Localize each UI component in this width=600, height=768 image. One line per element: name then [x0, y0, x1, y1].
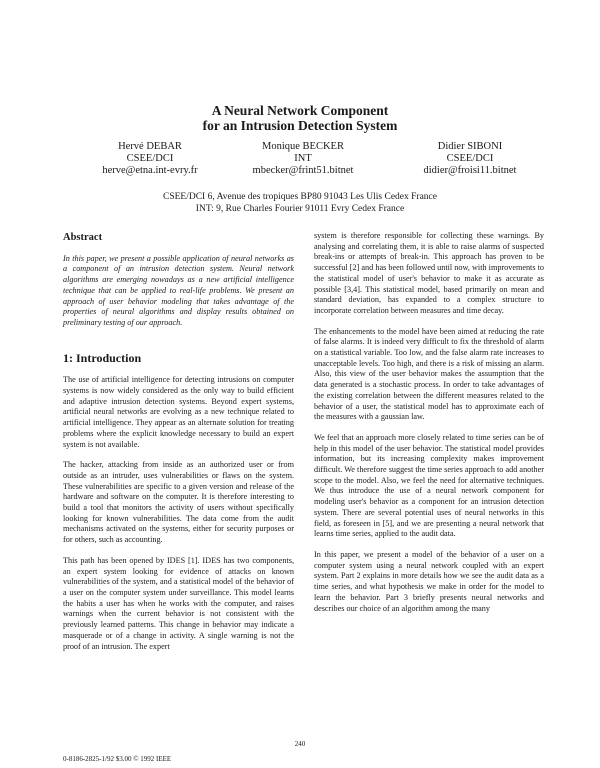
title-line-1: A Neural Network Component [211, 103, 389, 118]
author-name: Hervé DEBAR [118, 141, 182, 152]
author-affiliation: CSEE/DCI [446, 153, 494, 164]
section-heading-introduction: 1: Introduction [63, 350, 142, 365]
author-1 [75, 141, 225, 177]
abstract-heading: Abstract [63, 232, 103, 243]
author-name: Didier SIBONI [437, 141, 503, 152]
author-affiliation: INT [294, 153, 312, 164]
paragraph: This path has been opened by IDES [1]. IDES has two components, an expert system looking for evidence of attacks on known vulnerabilities of the system, and a statistical model of the behavior of a user on the computer system under surveillance. This model learns the habits a user has when he works with the computer, and raises warnings when the current behavior is not consistent with the previously learned patterns. This change in behavior may indicate a masquerade or of a change in activity. A single warning is not the proof of an intrusion. The expert [63, 555, 294, 651]
author-email: didier@froisi11.bitnet [423, 165, 517, 176]
paper-title [0, 103, 600, 133]
paragraph: The enhancements to the model have been aimed at reducing the rate of false alarms. It is indeed very difficult to fix the threshold of alarm on a statistical variable. Too low, and the false alarm rate increases to unacceptable levels. Too high, and there is a risk of missing an alarm. Also, this view of the user behavior makes the assumption that the data generated is a stochastic process. In order to take advantages of the existing correlation between the different measures related to the behavior of a user, the statistical model has to approximate each of the measures with a gaussian law. [314, 326, 544, 422]
author-2 [218, 141, 388, 177]
left-column [63, 231, 294, 662]
address-int: INT: 9, Rue Charles Fourier 91011 Evry Cedex France [195, 204, 405, 214]
author-email: herve@etna.int-evry.fr [102, 165, 198, 176]
paragraph: system is therefore responsible for collecting these warnings. By analysing and correlating them, it is able to raise alarms of suspected break-ins or attempts of break-in. This approach has proven to be successful [2] and has been followed until now, with improvements to the statistical model of user's behavior to make it as accurate as possible [3,4]. This statistical model, based primarily on mean and standard deviation, has expanded to a complex structure to incorporate correlation between measures and time decay. [314, 231, 544, 315]
title-line-2: for an Intrusion Detection System [202, 118, 398, 133]
paragraph: In this paper, we present a model of the behavior of a user on a computer system using a neural network coupled with an expert system. Part 2 explains in more details how we see the audit data as a time series, and what hypothesis we make in order for the model to learn the behavior. Part 3 briefly presents neural networks and describes our choice of an algorithm among the many [314, 549, 544, 613]
author-affiliation: CSEE/DCI [126, 153, 174, 164]
copyright-line: 0-8186-2825-1/92 $3.00 © 1992 IEEE [63, 755, 172, 763]
author-3 [395, 141, 545, 177]
paragraph: The hacker, attacking from inside as an authorized user or from outside as an intruder, uses vulnerabilities or flaws on the system. These vulnerabilities are specific to a given version and release of the hardware and software on the computer. It is therefore interesting to build a tool that monitors the activity of users without specifically looking for known vulnerabilities. The data come from the audit mechanisms activated on the systems, either for security purposes or for others, such as accounting. [63, 460, 294, 545]
abstract-text: In this paper, we present a possible application of neural networks as a component of an intrusion detection system. Neural network algorithms are emerging nowadays as a new artificial intelligence technique that can be applied to real-life problems. We present an approach of user behavior modeling that takes advantage of the properties of neural algorithms and display results obtained on preliminary testing of our approach. [63, 253, 294, 327]
right-column [314, 231, 544, 624]
address-csee: CSEE/DCI 6, Avenue des tropiques BP80 91043 Les Ulis Cedex France [163, 192, 437, 202]
author-email: mbecker@frint51.bitnet [252, 165, 354, 176]
paragraph: The use of artificial intelligence for detecting intrusions on computer systems is now widely considered as the only way to build efficient and adaptive intrusion detection systems. Beyond expert systems, artificial neural networks are evolving as a new technique related to artificial intelligence. They appear as an alternate solution for treating problems where the explicit knowledge necessary to build an expert system is not available. [63, 375, 294, 449]
paragraph: We feel that an approach more closely related to time series can be of help in this model of the user behavior. The statistical model provides information, but its increasing complexity makes improvement difficult. We therefore suggest the time series approach to add another scope to the model. Also, we feel the need for alternative techniques. We thus introduce the use of a neural network component for modeling user's behavior as a component for an intrusion detection system. There are several potential uses of neural networks in this field, as foreseen in [5], and we are presenting a neural network that learns time series, applied to the audit data. [314, 432, 544, 539]
page-number: 240 [294, 740, 306, 748]
author-name: Monique BECKER [262, 141, 344, 152]
